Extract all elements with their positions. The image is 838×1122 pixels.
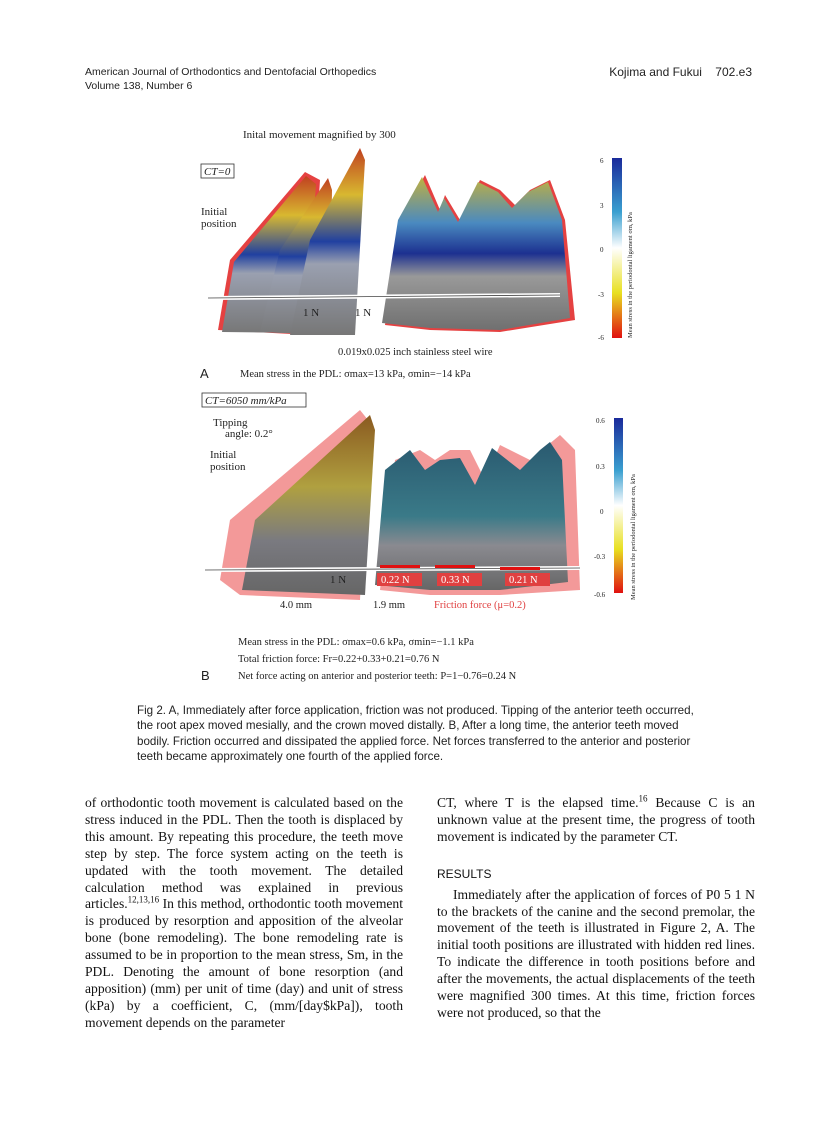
panel-a	[200, 129, 634, 381]
scale-label-a: Mean stress in the periodontal ligament σm, kPa	[627, 212, 634, 338]
body-paragraph: of orthodontic tooth movement is calculated based on the stress induced in the PDL. Then the tooth is displaced by this amount. By repeating this procedure, the teeth move step by step. The force system acting on the teeth is updated with the tooth movement. The detailed calculation method was explained in previous articles.$^{12,13,16}$ In this method, orthodontic tooth movement is produced by resorption and apposition of the alveolar bone (bone remodeling). The bone remodeling rate is assumed to be in proportion to the mean stress, Sm, in the PDL. Denoting the amount of bone resorption (and apposition) (mm) per unit of time (day) and unit of stress (kPa) by a coefficient, C, (mm/[day$kPa]), tooth movement depends on the parameter	[85, 795, 403, 1030]
journal-volume: Volume 138, Number 6	[85, 80, 193, 92]
friction-value-1: 0.22 N	[381, 575, 410, 586]
force-label-2: 1 N	[355, 307, 372, 319]
force-label-1: 1 N	[303, 307, 320, 319]
color-scale-b	[614, 418, 623, 593]
body-paragraph: CT, where T is the elapsed time.$^{16}$ Because C is an unknown value at the present time, the progress of tooth movement is indicated by the parameter CT.	[437, 793, 755, 844]
force-label-b: 1 N	[330, 574, 347, 586]
svg-text:6: 6	[600, 157, 604, 165]
panel-b-net-force: Net force acting on anterior and posterior teeth: P=1−0.76=0.24 N	[238, 671, 517, 682]
panel-a-stress: Mean stress in the PDL: σmax=13 kPa, σmin=−14 kPa	[240, 369, 471, 380]
initial-label-b-1: Initial	[210, 449, 237, 461]
svg-text:0: 0	[600, 508, 604, 516]
citation: 12,13,16	[127, 894, 160, 905]
panel-b	[201, 393, 637, 683]
running-head	[609, 65, 752, 79]
journal-header	[85, 65, 376, 93]
initial-label-1: Initial	[201, 206, 228, 218]
figure-2	[170, 120, 650, 690]
tipping-label-2: angle: 0.2°	[225, 428, 273, 440]
wire-label: 0.019x0.025 inch stainless steel wire	[338, 347, 493, 358]
color-scale-a	[612, 158, 622, 338]
panel-b-stress: Mean stress in the PDL: σmax=0.6 kPa, σmin=−1.1 kPa	[238, 637, 474, 648]
svg-text:0: 0	[600, 246, 604, 254]
panel-b-friction-total: Total friction force: Fr=0.22+0.33+0.21=0.76 N	[238, 654, 440, 665]
scale-ticks-a	[598, 157, 604, 342]
citation: 16	[638, 793, 648, 804]
figure-caption: Fig 2. A, Immediately after force application, friction was not produced. Tipping of the anterior teeth occurred, the root apex moved mesially, and the crown moved distally. B, After a long time, the anterior teeth moved bodily. Friction occurred and dissipated the applied force. Net forces transferred to the anterior and posterior teeth became approximately one fourth of the applied force.	[137, 704, 694, 763]
svg-text:-0.6: -0.6	[594, 591, 606, 599]
ct-label: CT=0	[204, 166, 231, 178]
svg-text:3: 3	[600, 202, 604, 210]
right-column	[437, 795, 755, 1022]
panel-b-letter: B	[201, 668, 210, 683]
teeth-a	[208, 148, 575, 335]
body-paragraph: Immediately after the application of forces of P0 5 1 N to the brackets of the canine and the second premolar, the movement of the teeth is illustrated in Figure 2, A. The initial tooth positions are illustrated with hidden red lines. To indicate the difference in tooth positions before and after the movements, the actual displacements of the teeth were magnified 300 times. At this time, friction forces were not produced, so that the	[437, 886, 755, 1020]
svg-text:-0.3: -0.3	[594, 553, 606, 561]
left-column	[85, 795, 403, 1032]
journal-name: American Journal of Orthodontics and Dentofacial Orthopedics	[85, 66, 377, 78]
initial-label-b-2: position	[210, 461, 246, 473]
svg-text:0.3: 0.3	[596, 463, 605, 471]
tipping-label-1: Tipping	[213, 417, 248, 429]
scale-ticks-b	[594, 417, 606, 599]
section-heading-results: RESULTS	[437, 866, 492, 881]
authors: Kojima and Fukui	[609, 65, 702, 79]
svg-text:-6: -6	[598, 334, 604, 342]
panel-a-letter: A	[200, 366, 209, 381]
magnified-label: Inital movement magnified by 300	[243, 129, 396, 141]
page-number: 702.e3	[715, 65, 752, 79]
ct-label-b: CT=6050 mm/kPa	[205, 395, 287, 407]
svg-text:0.6: 0.6	[596, 417, 605, 425]
friction-label: Friction force (μ=0.2)	[434, 600, 526, 611]
scale-label-b: Mean stress in the periodontal ligament σm, kPa	[630, 474, 637, 600]
svg-text:-3: -3	[598, 291, 604, 299]
friction-value-3: 0.21 N	[509, 575, 538, 586]
distance-label-1: 4.0 mm	[280, 600, 313, 611]
initial-label-2: position	[201, 218, 237, 230]
distance-label-2: 1.9 mm	[373, 600, 406, 611]
friction-value-2: 0.33 N	[441, 575, 470, 586]
